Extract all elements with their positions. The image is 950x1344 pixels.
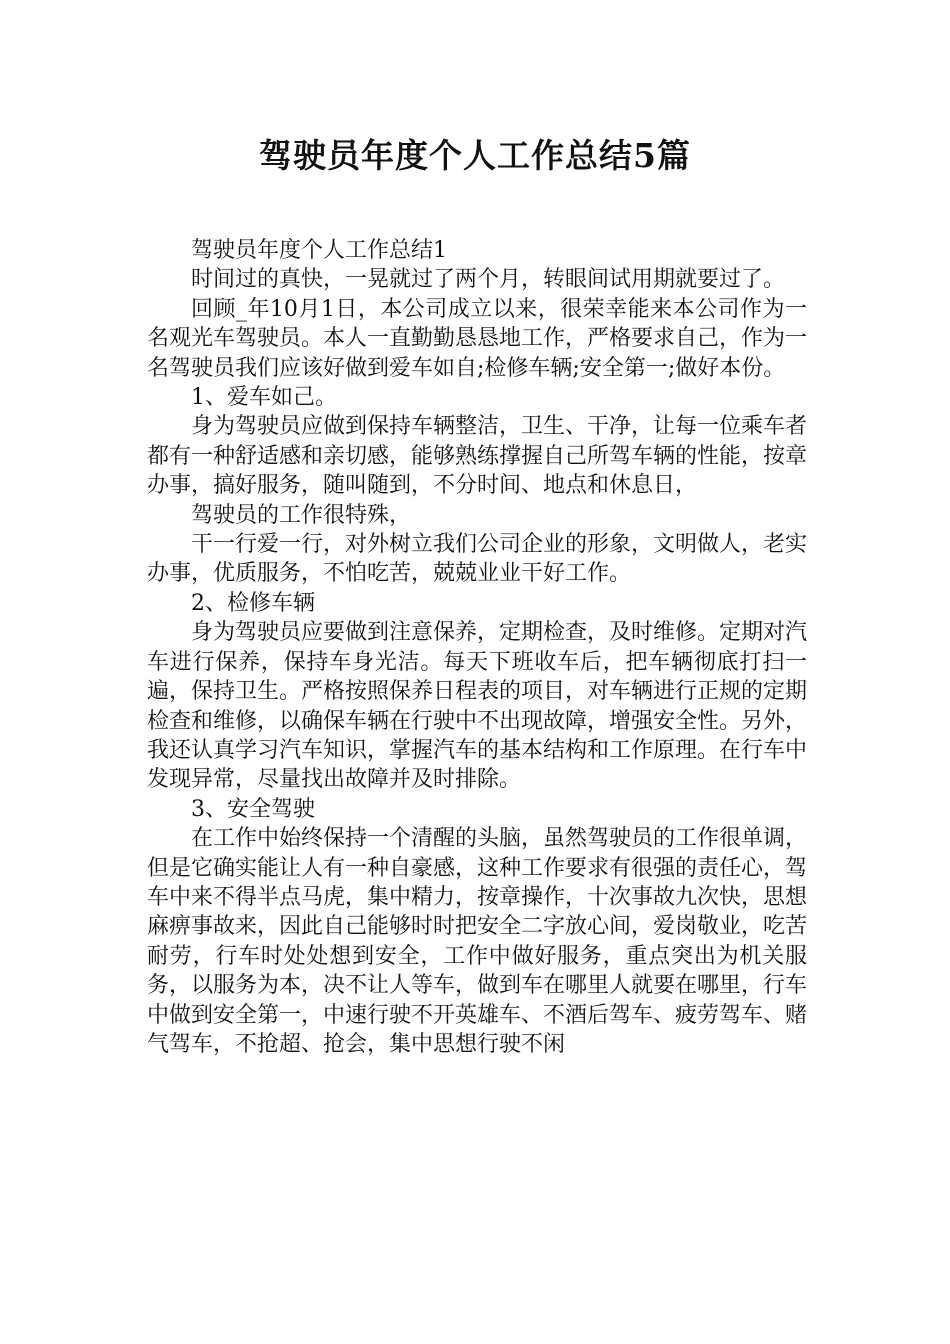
body-paragraph: 身为驾驶员应做到保持车辆整洁，卫生、干净，让每一位乘车者都有一种舒适感和亲切感，能够熟练撑握自己所驾车辆的性能，按章办事，搞好服务，随叫随到，不分时间、地点和休息日， bbox=[147, 414, 808, 499]
document-title: 驾驶员年度个人工作总结5篇 bbox=[259, 136, 691, 175]
body-paragraph: 回顾_年10月1日，本公司成立以来，很荣幸能来本公司作为一名观光车驾驶员。本人一直勤勤恳恳地工作，严格要求自己，作为一名驾驶员我们应该好做到爱车如自;检修车辆;安全第一;做好本份。 bbox=[147, 296, 808, 381]
body-paragraph: 时间过的真快，一晃就过了两个月，转眼间试用期就要过了。 bbox=[191, 267, 786, 293]
body-paragraph: 驾驶员的工作很特殊， bbox=[191, 502, 412, 528]
subsection-heading: 3、安全驾驶 bbox=[191, 796, 315, 822]
subsection-heading: 1、爱车如己。 bbox=[191, 385, 337, 411]
subsection-heading: 2、检修车辆 bbox=[191, 590, 315, 616]
section-heading: 驾驶员年度个人工作总结1 bbox=[191, 238, 447, 263]
document-body bbox=[147, 236, 807, 1059]
body-paragraph: 干一行爱一行，对外树立我们公司企业的形象，文明做人，老实办事，优质服务，不怕吃苦，兢兢业业干好工作。 bbox=[147, 532, 808, 587]
body-paragraph: 身为驾驶员应要做到注意保养，定期检查，及时维修。定期对汽车进行保养，保持车身光洁。每天下班收车后，把车辆彻底打扫一遍，保持卫生。严格按照保养日程表的项目，对车辆进行正规的定期检查和维修，以确保车辆在行驶中不出现故障，增强安全性。另外，我还认真学习汽车知识，掌握汽车的基本结构和工作原理。在行车中发现异常，尽量找出故障并及时排除。 bbox=[147, 620, 808, 793]
body-paragraph: 在工作中始终保持一个清醒的头脑，虽然驾驶员的工作很单调，但是它确实能让人有一种自豪感，这种工作要求有很强的责任心，驾车中来不得半点马虎，集中精力，按章操作，十次事故九次快，思想麻痹事故来，因此自己能够时时把安全二字放心间，爱岗敬业，吃苦耐劳，行车时处处想到安全，工作中做好服务，重点突出为机关服务，以服务为本，决不让人等车，做到车在哪里人就要在哪里，行车中做到安全第一，中速行驶不开英雄车、不酒后驾车、疲劳驾车、赌气驾车，不抢超、抢会，集中思想行驶不闲 bbox=[147, 826, 808, 1057]
